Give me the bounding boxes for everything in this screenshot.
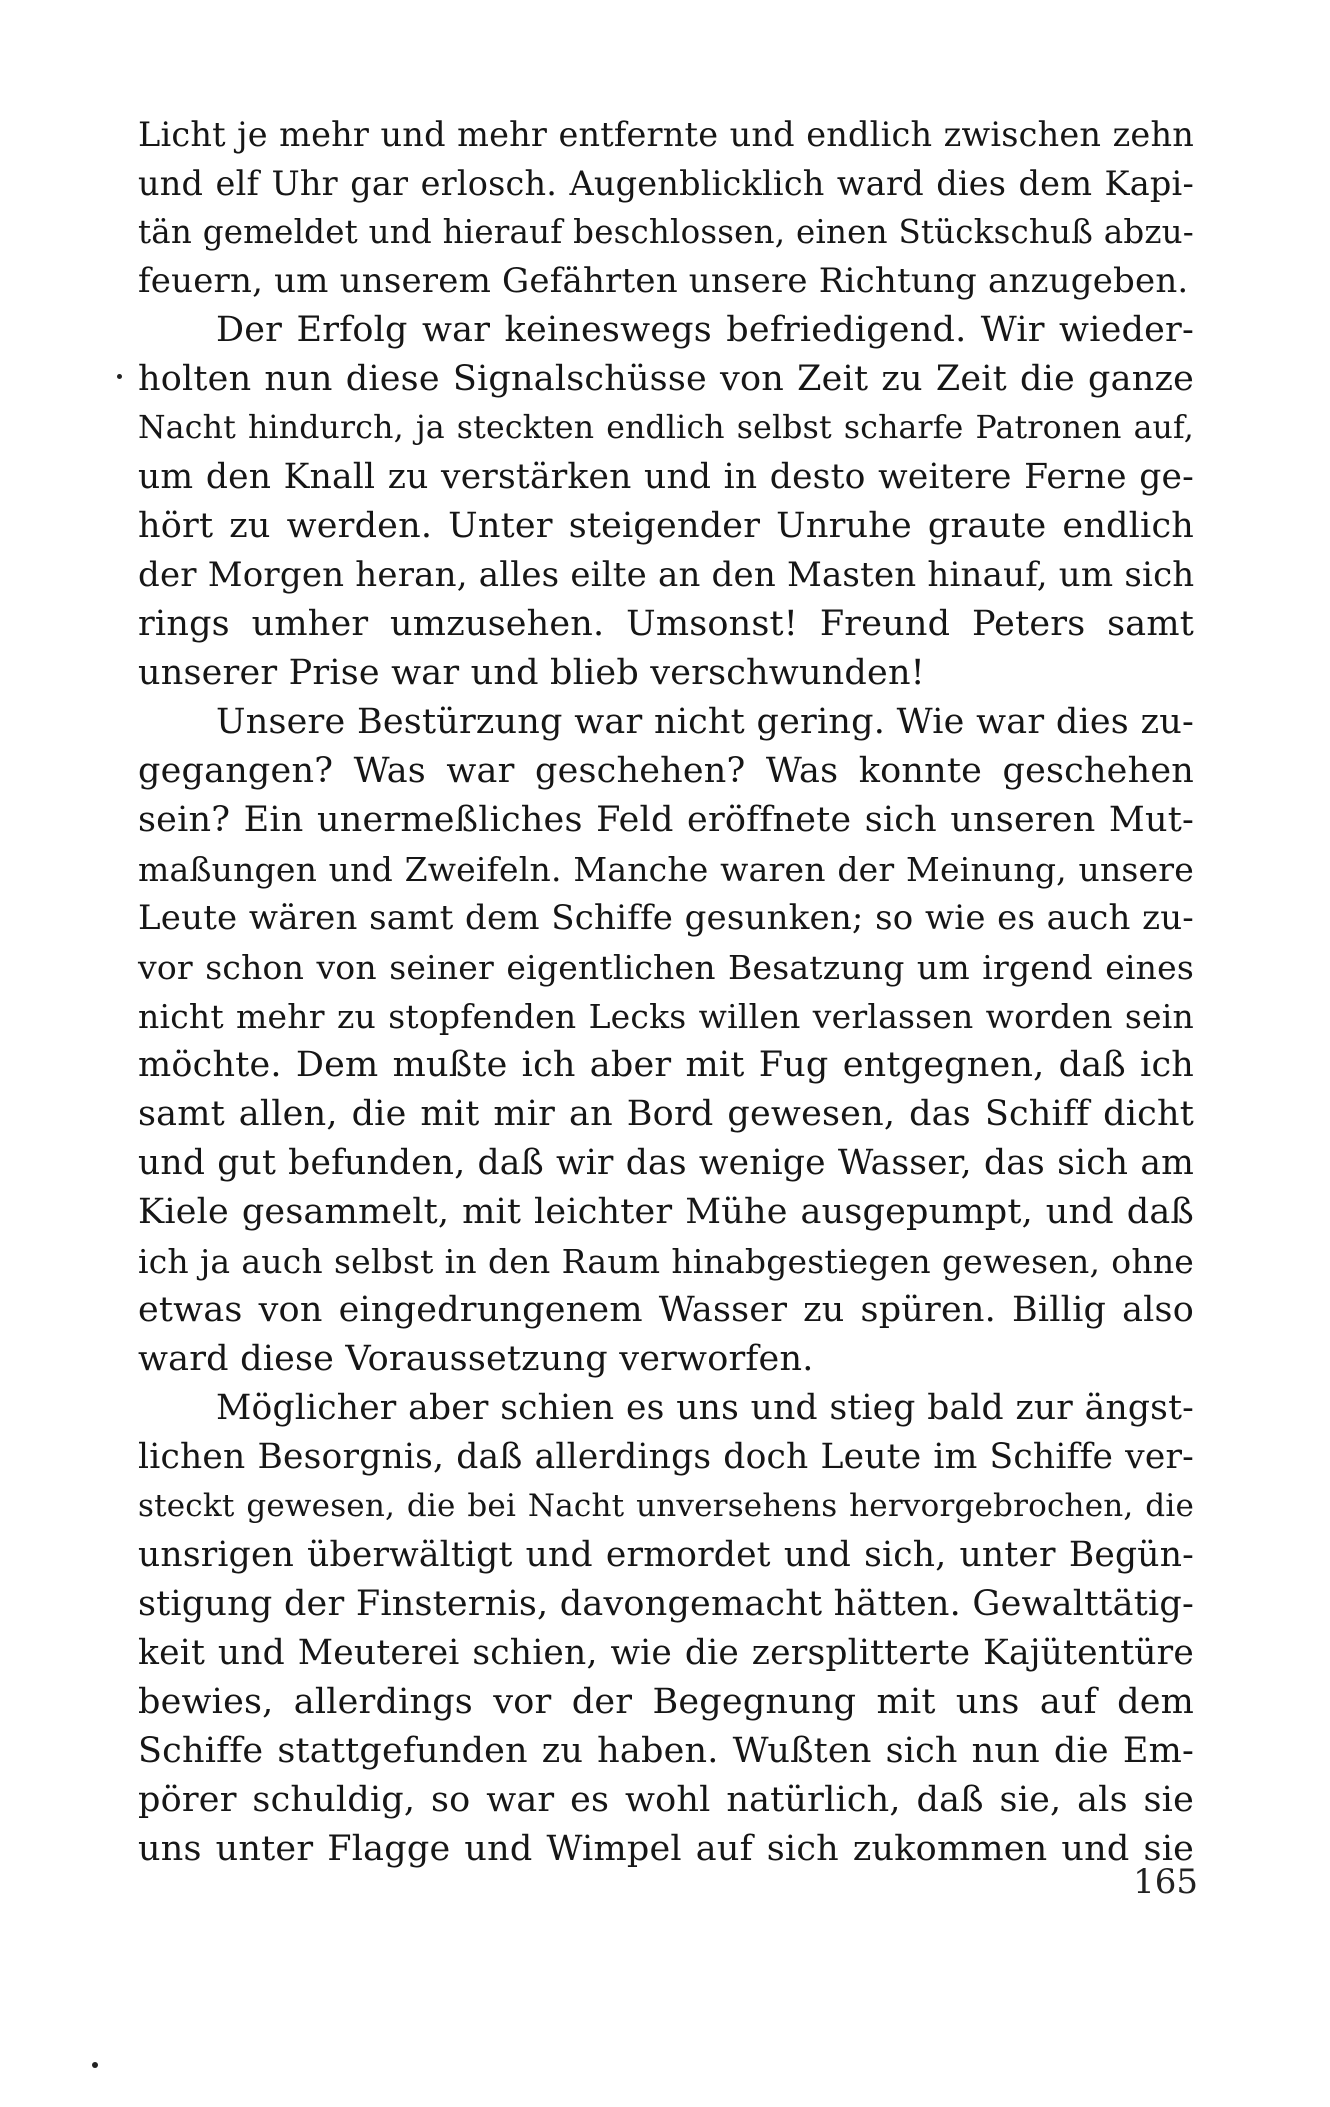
text-line: steckt gewesen, die bei Nacht unversehens hervorgebrochen, die: [138, 1488, 1194, 1524]
text-line: hört zu werden. Unter steigender Unruhe graute endlich: [138, 506, 1194, 546]
text-line: Nacht hindurch, ja steckten endlich selbst scharfe Patronen auf,: [138, 410, 1194, 446]
text-line: lichen Besorgnis, daß allerdings doch Leute im Schiffe ver-: [138, 1437, 1194, 1477]
paragraph-start-line: Möglicher aber schien es uns und stieg bald zur ängst-: [216, 1388, 1194, 1428]
page-number: 165: [1133, 1862, 1198, 1902]
text-line: und gut befunden, daß wir das wenige Wasser, das sich am: [138, 1143, 1194, 1183]
paragraph-start-line: Der Erfolg war keineswegs befriedigend. Wir wieder-: [216, 310, 1194, 350]
text-line: und elf Uhr gar erlosch. Augenblicklich ward dies dem Kapi-: [138, 164, 1194, 203]
text-line: etwas von eingedrungenem Wasser zu spüren. Billig also: [138, 1290, 1194, 1330]
paragraph-start-line: Unsere Bestürzung war nicht gering. Wie war dies zu-: [216, 702, 1194, 742]
text-line: holten nun diese Signalschüsse von Zeit zu Zeit die ganze: [138, 359, 1194, 399]
text-line: nicht mehr zu stopfenden Lecks willen verlassen worden sein: [138, 997, 1194, 1036]
text-line: stigung der Finsternis, davongemacht hätten. Gewalttätig-: [138, 1584, 1194, 1624]
text-line: tän gemeldet und hierauf beschlossen, einen Stückschuß abzu-: [138, 213, 1194, 251]
text-line: keit und Meuterei schien, wie die zersplitterte Kajütentüre: [138, 1633, 1194, 1673]
text-line: möchte. Dem mußte ich aber mit Fug entgegnen, daß ich: [138, 1045, 1194, 1085]
text-line: ward diese Voraussetzung verworfen.: [138, 1339, 814, 1379]
book-page-text: [138, 110, 1194, 1874]
text-line: maßungen und Zweifeln. Manche waren der Meinung, unsere: [138, 850, 1194, 889]
text-line: unserer Prise war und blieb verschwunden!: [138, 653, 925, 693]
text-line: Licht je mehr und mehr entfernte und endlich zwischen zehn: [138, 115, 1194, 154]
text-line: sein? Ein unermeßliches Feld eröffnete sich unseren Mut-: [138, 800, 1194, 840]
text-line: vor schon von seiner eigentlichen Besatzung um irgend eines: [138, 948, 1194, 987]
text-line: feuern, um unserem Gefährten unsere Richtung anzugeben.: [138, 261, 1189, 301]
text-line: Schiffe stattgefunden zu haben. Wußten sich nun die Em-: [138, 1731, 1194, 1771]
text-line: der Morgen heran, alles eilte an den Masten hinauf, um sich: [138, 555, 1195, 595]
text-line: Leute wären samt dem Schiffe gesunken; so wie es auch zu-: [138, 898, 1194, 938]
text-line: um den Knall zu verstärken und in desto weitere Ferne ge-: [138, 457, 1194, 497]
text-line: rings umher umzusehen. Umsonst! Freund Peters samt: [138, 604, 1194, 644]
text-line: Kiele gesammelt, mit leichter Mühe ausgepumpt, und daß: [138, 1192, 1194, 1232]
text-line: ich ja auch selbst in den Raum hinabgestiegen gewesen, ohne: [138, 1242, 1194, 1281]
text-line: gegangen? Was war geschehen? Was konnte geschehen: [138, 751, 1194, 791]
text-line: unsrigen überwältigt und ermordet und sich, unter Begün-: [138, 1535, 1194, 1575]
scan-speck: [117, 374, 122, 379]
text-line: samt allen, die mit mir an Bord gewesen, das Schiff dicht: [138, 1094, 1194, 1134]
text-line: pörer schuldig, so war es wohl natürlich, daß sie, als sie: [138, 1780, 1194, 1820]
text-line: uns unter Flagge und Wimpel auf sich zukommen und sie: [138, 1829, 1194, 1869]
text-line: bewies, allerdings vor der Begegnung mit uns auf dem: [138, 1682, 1194, 1722]
scan-speck: [92, 2062, 98, 2068]
